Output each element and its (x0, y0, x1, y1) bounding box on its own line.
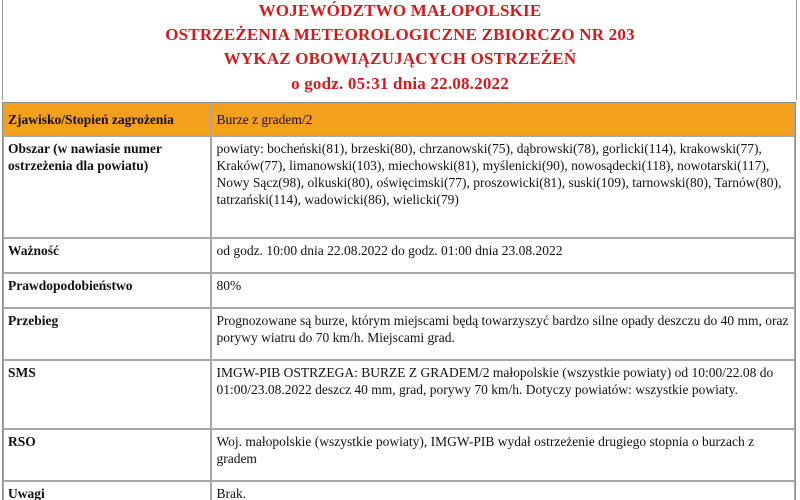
warning-table (2, 102, 796, 500)
row-value: 80% (211, 273, 795, 308)
row-value: Prognozowane są burze, którym miejscami będą towarzyszyć bardzo silne opady deszczu do 40 mm, oraz porywy wiatru do 70 km/h. Miejscami grad. (211, 308, 795, 360)
row-value: powiaty: bocheński(81), brzeski(80), chrzanowski(75), dąbrowski(78), gorlicki(114), krakowski(77), Kraków(77), limanowski(103), miechowski(81), myślenicki(90), nowosądecki(118), nowotarski(117), Nowy Sącz(98), olkuski(80), oświęcimski(77), proszowicki(81), suski(109), tarnowski(80), Tarnów(80), tatrzański(114), wadowicki(86), wielicki(79) (211, 136, 795, 238)
table-row-phenomenon (3, 103, 795, 136)
row-label: Obszar (w nawiasie numer ostrzeżenia dla powiatu) (3, 136, 211, 238)
row-label: Prawdopodobieństwo (3, 273, 211, 308)
table-row-area (3, 136, 795, 238)
table-row-rso (3, 429, 795, 481)
table-row-remarks (3, 481, 795, 500)
table-row-probability (3, 273, 795, 308)
row-value: Woj. małopolskie (wszystkie powiaty), IMGW-PIB wydał ostrzeżenie drugiego stopnia o burzach z gradem (211, 429, 795, 481)
row-label: Ważność (3, 238, 211, 273)
row-label: Zjawisko/Stopień zagrożenia (3, 103, 211, 136)
issue-time: o godz. 05:31 dnia 22.08.2022 (291, 74, 509, 93)
region-title: WOJEWÓDZTWO MAŁOPOLSKIE (258, 1, 542, 20)
row-label: Uwagi (3, 481, 211, 500)
row-value: Brak. (211, 481, 795, 500)
row-value: od godz. 10:00 dnia 22.08.2022 do godz. 01:00 dnia 23.08.2022 (211, 238, 795, 273)
row-label: SMS (3, 360, 211, 429)
row-value: IMGW-PIB OSTRZEGA: BURZE Z GRADEM/2 małopolskie (wszystkie powiaty) od 10:00/22.08 do 01:00/23.08.2022 deszcz 40 mm, grad, porywy 70 km/h. Dotyczy powiatów: wszystkie powiaty. (211, 360, 795, 429)
table-row-sms (3, 360, 795, 429)
row-label: Przebieg (3, 308, 211, 360)
warning-subtitle: WYKAZ OBOWIĄZUJĄCYCH OSTRZEŻEŃ (223, 49, 577, 68)
row-label: RSO (3, 429, 211, 481)
row-value: Burze z gradem/2 (211, 103, 795, 136)
table-row-validity (3, 238, 795, 273)
table-row-course (3, 308, 795, 360)
warning-title: OSTRZEŻENIA METEOROLOGICZNE ZBIORCZO NR 203 (165, 25, 635, 44)
